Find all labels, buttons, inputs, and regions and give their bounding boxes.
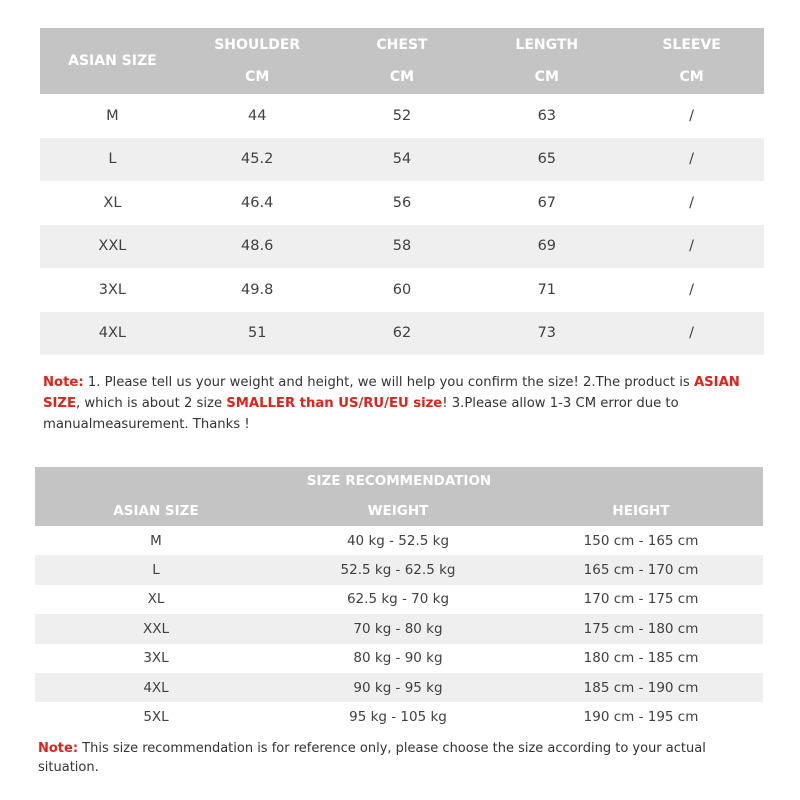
table-row xyxy=(40,268,764,312)
cell-weight: 40 kg - 52.5 kg xyxy=(346,532,450,549)
header-asian-size: ASIAN SIZE xyxy=(68,53,157,69)
size-chart-table xyxy=(40,28,764,355)
cell-height: 190 cm - 195 cm xyxy=(583,709,699,726)
cell-size: XXL xyxy=(142,620,170,637)
cell-sleeve: / xyxy=(689,194,695,211)
cell-height: 180 cm - 185 cm xyxy=(583,650,699,667)
cell-size: 4XL xyxy=(143,679,169,696)
cell-length: 71 xyxy=(537,281,557,298)
cell-chest: 60 xyxy=(392,281,412,298)
recommendation-column-headers xyxy=(35,496,763,526)
cell-shoulder: 45.2 xyxy=(241,151,274,168)
cell-sleeve: / xyxy=(689,281,695,298)
note-text: This size recommendation is for reference only, please choose the size according to your actual situation. xyxy=(38,741,706,775)
cell-weight: 95 kg - 105 kg xyxy=(349,709,447,726)
cell-chest: 54 xyxy=(392,151,412,168)
cell-size: M xyxy=(106,107,119,124)
cell-length: 67 xyxy=(537,194,557,211)
cell-size: M xyxy=(150,532,162,549)
note-label: Note: xyxy=(43,375,84,390)
note-text-part3: ! 3.Please allow 1-3 CM error due to manualmeasurement. Thanks ! xyxy=(43,396,679,432)
cell-height: 165 cm - 170 cm xyxy=(583,562,699,579)
cell-size: L xyxy=(108,151,117,168)
size-recommendation-table xyxy=(35,467,763,732)
cell-chest: 58 xyxy=(392,238,412,255)
cell-height: 175 cm - 180 cm xyxy=(583,620,699,637)
cell-chest: 56 xyxy=(392,194,412,211)
cell-size: XXL xyxy=(98,238,127,255)
cell-length: 69 xyxy=(537,238,557,255)
cell-size: 3XL xyxy=(143,650,169,667)
header-chest: CHEST CM xyxy=(376,37,428,85)
recommendation-title: SIZE RECOMMENDATION xyxy=(306,473,492,489)
cell-length: 65 xyxy=(537,151,557,168)
header-asian-size: ASIAN SIZE xyxy=(113,503,199,519)
cell-chest: 62 xyxy=(392,325,412,342)
cell-size: 5XL xyxy=(143,709,169,726)
note-text-part1: 1. Please tell us your weight and height, we will help you confirm the size! 2.The product is xyxy=(83,375,694,390)
cell-length: 63 xyxy=(537,107,557,124)
table-row xyxy=(35,614,763,643)
cell-height: 150 cm - 165 cm xyxy=(583,532,699,549)
cell-weight: 62.5 kg - 70 kg xyxy=(346,591,450,608)
table-row xyxy=(35,644,763,673)
note-highlight-smaller: SMALLER than US/RU/EU size xyxy=(226,396,443,411)
cell-weight: 70 kg - 80 kg xyxy=(353,620,443,637)
cell-weight: 52.5 kg - 62.5 kg xyxy=(340,562,456,579)
size-chart-header xyxy=(40,28,764,94)
cell-length: 73 xyxy=(537,325,557,342)
table-row xyxy=(35,585,763,614)
cell-shoulder: 44 xyxy=(247,107,267,124)
cell-chest: 52 xyxy=(392,107,412,124)
cell-sleeve: / xyxy=(689,325,695,342)
table-row xyxy=(35,702,763,731)
note-text-part2: , which is about 2 size xyxy=(75,396,227,411)
recommendation-header xyxy=(35,467,763,526)
cell-shoulder: 49.8 xyxy=(241,281,274,298)
table-row xyxy=(40,225,764,269)
cell-shoulder: 46.4 xyxy=(241,194,274,211)
cell-sleeve: / xyxy=(689,238,695,255)
cell-height: 185 cm - 190 cm xyxy=(583,679,699,696)
header-height: HEIGHT xyxy=(612,503,670,519)
note-highlight-asian-size: ASIAN SIZE xyxy=(43,375,740,411)
table-row xyxy=(35,555,763,584)
table-row xyxy=(40,138,764,182)
cell-size: L xyxy=(152,562,160,579)
cell-shoulder: 51 xyxy=(247,325,267,342)
cell-size: XL xyxy=(147,591,165,608)
cell-sleeve: / xyxy=(689,107,695,124)
cell-size: 3XL xyxy=(98,281,127,298)
header-weight: WEIGHT xyxy=(367,503,429,519)
note-label: Note: xyxy=(38,741,79,756)
header-shoulder: SHOULDER CM xyxy=(214,37,301,85)
recommendation-note xyxy=(38,739,758,777)
table-row xyxy=(40,181,764,225)
cell-size: XL xyxy=(103,194,122,211)
table-row xyxy=(35,526,763,555)
cell-sleeve: / xyxy=(689,151,695,168)
cell-height: 170 cm - 175 cm xyxy=(583,591,699,608)
table-row xyxy=(40,312,764,356)
header-length: LENGTH CM xyxy=(515,37,579,85)
table-row xyxy=(35,673,763,702)
cell-shoulder: 48.6 xyxy=(241,238,274,255)
cell-weight: 80 kg - 90 kg xyxy=(353,650,443,667)
header-sleeve: SLEEVE CM xyxy=(662,37,721,85)
cell-size: 4XL xyxy=(98,325,127,342)
cell-weight: 90 kg - 95 kg xyxy=(353,679,443,696)
table-row xyxy=(40,94,764,138)
size-note xyxy=(43,372,759,435)
